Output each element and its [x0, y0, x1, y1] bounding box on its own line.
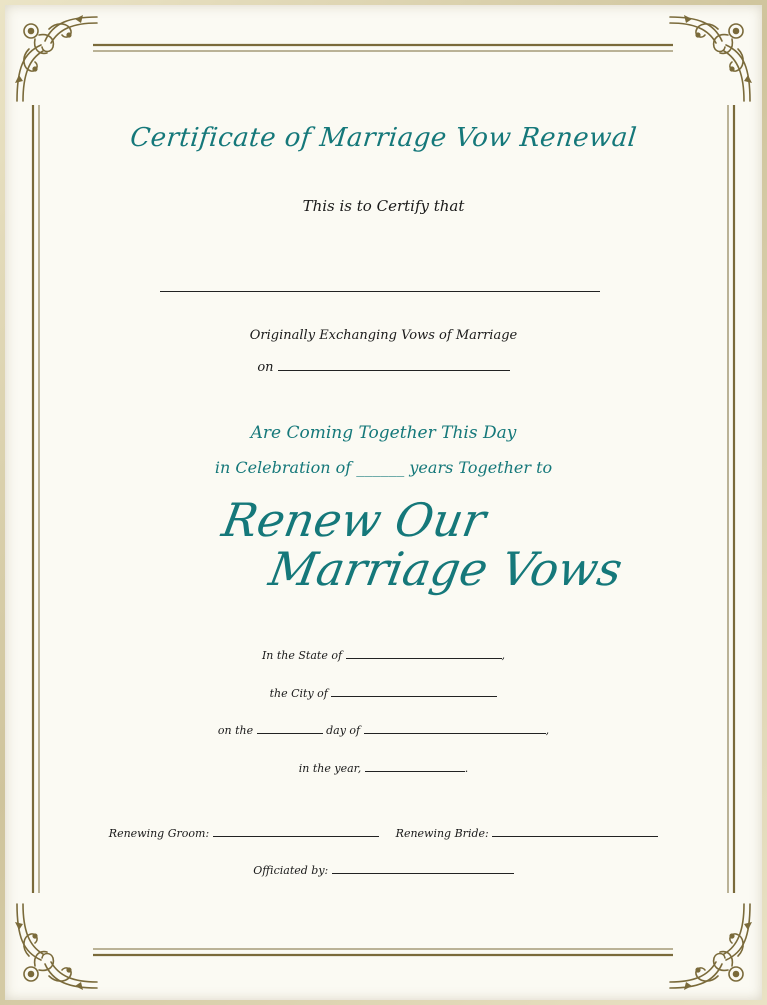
scroll-flourish-icon [15, 15, 97, 101]
certificate-title: Certificate of Marriage Vow Renewal [128, 123, 639, 153]
signatures-row [5, 827, 762, 840]
original-date-blank[interactable] [278, 369, 510, 371]
coming-together-text: Are Coming Together This Day [250, 423, 517, 443]
officiated-row [5, 864, 762, 877]
certificate-paper [5, 5, 762, 1000]
bride-signature-blank[interactable] [492, 835, 658, 837]
groom-label: Renewing Groom: [108, 827, 210, 840]
year-suffix: . [464, 762, 469, 775]
state-blank[interactable] [346, 657, 502, 659]
city-blank[interactable] [331, 695, 497, 697]
headline-line1: Renew Our [218, 493, 490, 547]
scroll-flourish-icon [670, 904, 752, 990]
day-of-label: day of [326, 724, 361, 737]
on-the-label: on the [217, 724, 254, 737]
state-label: In the State of [261, 649, 343, 662]
year-row [5, 762, 762, 775]
celebration-suffix: years Together to [409, 458, 553, 477]
year-blank[interactable] [365, 770, 465, 772]
officiated-label: Officiated by: [253, 864, 329, 877]
day-suffix: , [545, 724, 550, 737]
headline-line2: Marriage Vows [265, 542, 627, 596]
city-label: the City of [269, 687, 328, 700]
city-row [5, 687, 762, 700]
on-label: on [257, 360, 274, 375]
day-row [5, 724, 762, 737]
certify-text: This is to Certify that [302, 197, 465, 215]
celebration-prefix: in Celebration of [214, 458, 352, 477]
groom-signature-blank[interactable] [213, 835, 379, 837]
originally-text: Originally Exchanging Vows of Marriage [249, 328, 518, 343]
bride-label: Renewing Bride: [395, 827, 489, 840]
state-suffix: , [501, 649, 506, 662]
celebration-row [5, 458, 762, 477]
original-date-row [5, 360, 762, 375]
scroll-flourish-icon [15, 904, 97, 990]
scroll-flourish-icon [670, 15, 752, 101]
years-blank[interactable]: ______ [356, 458, 405, 477]
year-label: in the year, [298, 762, 362, 775]
state-row [5, 649, 762, 662]
day-blank[interactable] [257, 732, 323, 734]
month-blank[interactable] [364, 732, 546, 734]
officiant-signature-blank[interactable] [332, 872, 514, 874]
names-blank-line[interactable] [160, 291, 600, 292]
